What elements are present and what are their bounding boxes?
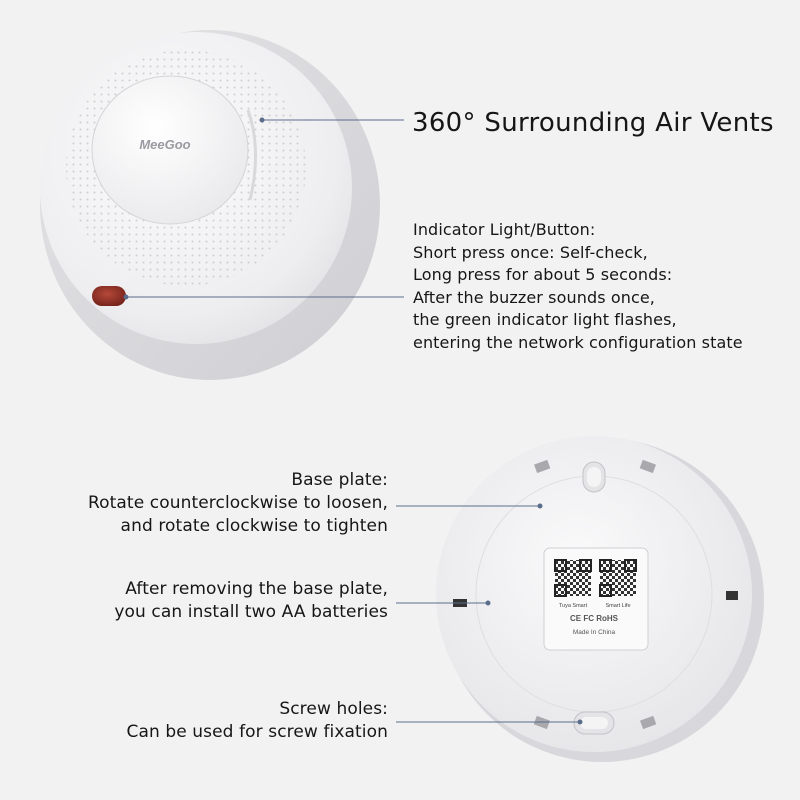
- indicator-callout: [413, 219, 743, 354]
- certification-marks: CE FC RoHS: [570, 614, 618, 623]
- indicator-light-button: [92, 286, 126, 306]
- battery-contact-right: [726, 591, 738, 600]
- screw-holes-callout-line: Can be used for screw fixation: [126, 722, 388, 742]
- vents-callout-title: 360° Surrounding Air Vents: [412, 108, 774, 138]
- leader-dot: [124, 295, 128, 299]
- screw-hole-bottom-inner: [580, 717, 608, 729]
- leader-dot: [578, 720, 582, 724]
- brand-logo: MeeGoo: [139, 137, 191, 152]
- qr-caption-smart-life: Smart Life: [605, 603, 631, 609]
- made-in-label: Made In China: [572, 629, 616, 636]
- qr-code-smart-life: [600, 560, 636, 596]
- battery-callout: [114, 578, 388, 624]
- indicator-callout-line: the green indicator light flashes,: [413, 310, 677, 329]
- base-plate-callout-line: Rotate counterclockwise to loosen,: [88, 493, 388, 513]
- smoke-detector-top: [40, 30, 380, 380]
- base-plate-callout: [88, 469, 388, 538]
- indicator-callout-line: After the buzzer sounds once,: [413, 287, 655, 307]
- indicator-callout-line: Long press for about 5 seconds:: [413, 265, 673, 284]
- base-plate-callout-line: Base plate:: [291, 470, 388, 490]
- leader-dot: [260, 118, 264, 122]
- screw-hole-top-inner: [587, 467, 601, 487]
- leader-dot: [486, 601, 490, 605]
- battery-callout-line: After removing the base plate,: [125, 579, 388, 599]
- qr-caption-tuya: Tuya Smart: [558, 603, 588, 609]
- screw-holes-callout-line: Screw holes:: [279, 699, 388, 719]
- base-plate-callout-line: and rotate clockwise to tighten: [120, 516, 388, 536]
- screw-holes-callout: [126, 698, 388, 744]
- indicator-callout-line: entering the network configuration state: [413, 332, 743, 352]
- leader-dot: [538, 504, 542, 508]
- indicator-callout-line: Short press once: Self-check,: [413, 242, 648, 262]
- qr-code-tuya: [555, 560, 591, 596]
- indicator-callout-line: Indicator Light/Button:: [413, 220, 596, 239]
- battery-callout-line: you can install two AA batteries: [114, 602, 388, 622]
- base-plate-bottom: [436, 436, 764, 762]
